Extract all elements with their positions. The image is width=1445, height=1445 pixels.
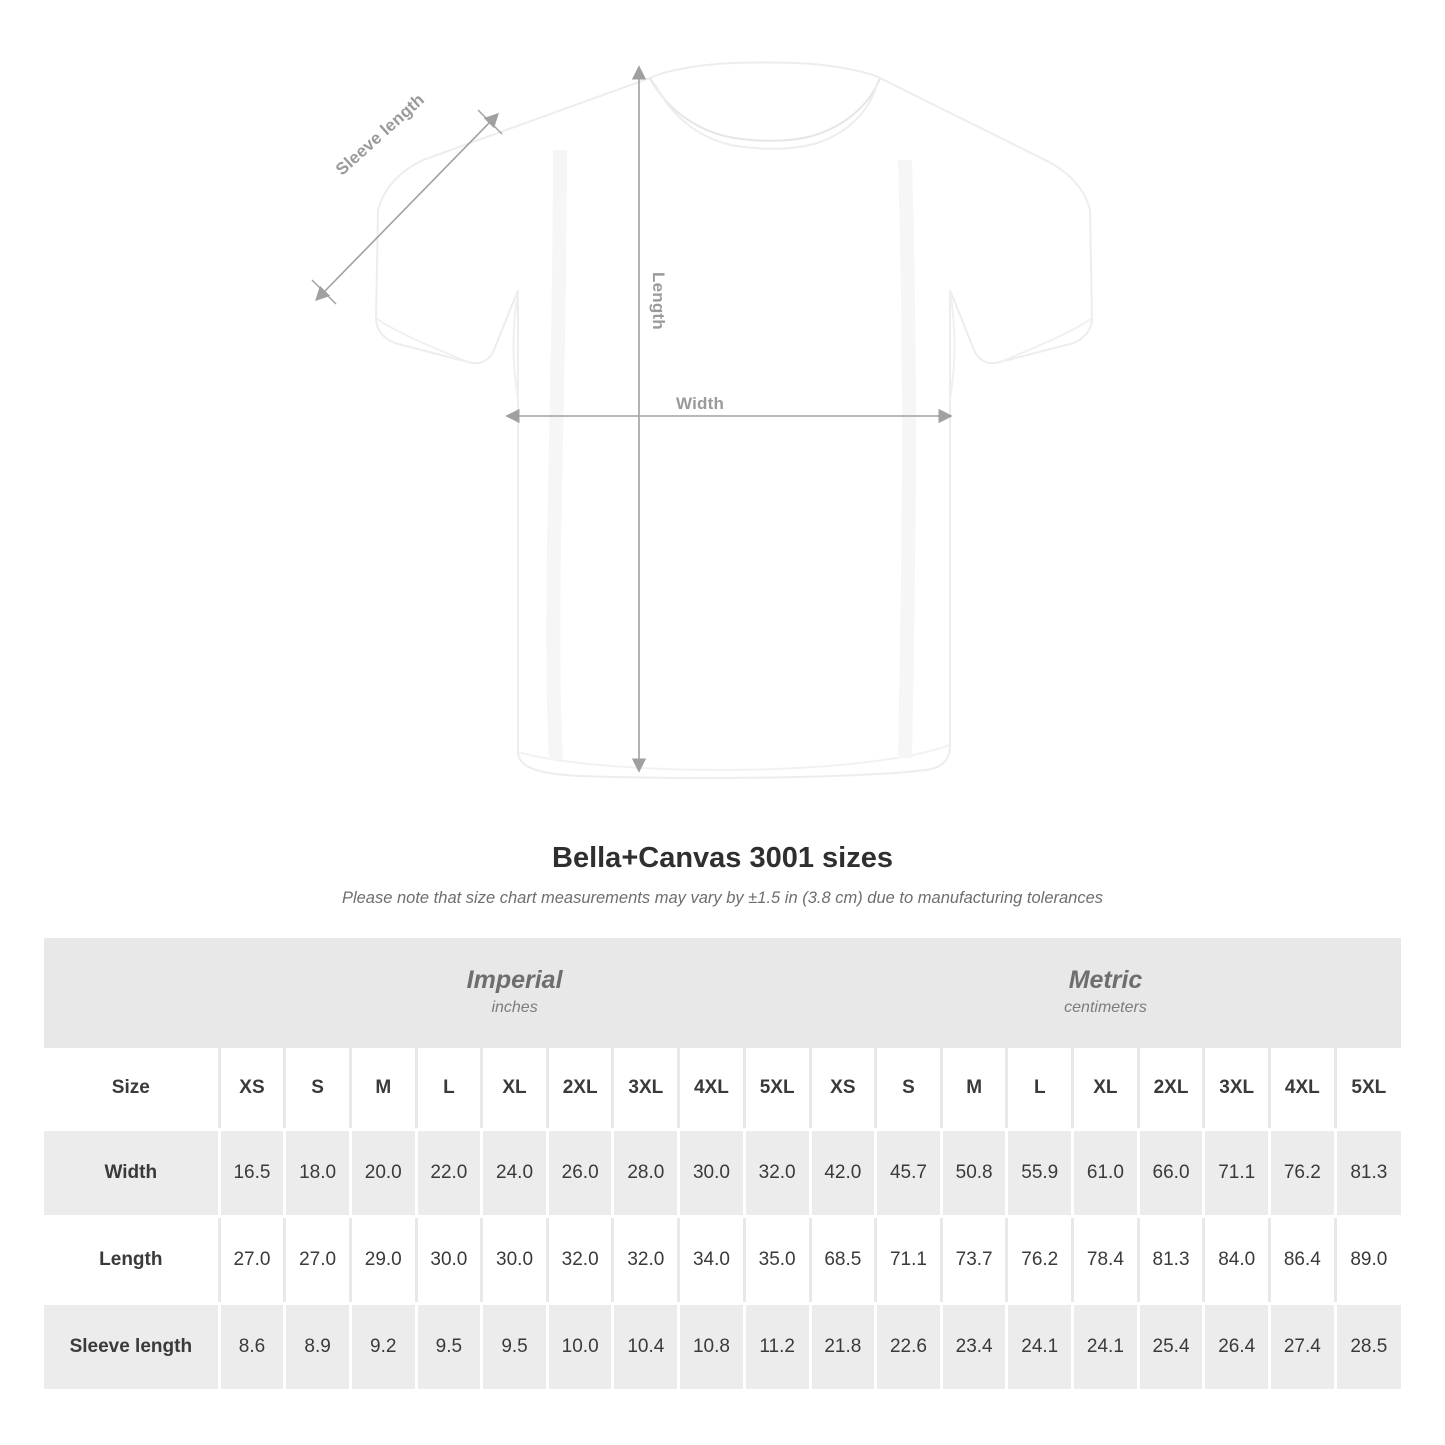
tolerance-note: Please note that size chart measurements may vary by ±1.5 in (3.8 cm) due to manufacturing tolerances — [341, 889, 1104, 907]
measurement-cell: 24.1 — [1007, 1305, 1073, 1389]
measurement-cell: 27.0 — [285, 1218, 351, 1302]
measurement-row-label: Sleeve length — [44, 1305, 219, 1389]
size-column-header: 3XL — [613, 1048, 679, 1128]
unit-group-header-metric — [810, 938, 1401, 1048]
page-title: Bella+Canvas 3001 sizes — [552, 842, 893, 874]
measurement-cell: 35.0 — [744, 1218, 810, 1302]
size-column-header: L — [1007, 1048, 1073, 1128]
size-column-header: 4XL — [679, 1048, 745, 1128]
measurement-cell: 25.4 — [1138, 1305, 1204, 1389]
table-corner-cell — [44, 938, 219, 1048]
measurement-cell: 16.5 — [219, 1131, 285, 1215]
measurement-cell: 32.0 — [547, 1218, 613, 1302]
measurement-cell: 81.3 — [1138, 1218, 1204, 1302]
measurement-cell: 76.2 — [1270, 1131, 1336, 1215]
measurement-cell: 26.0 — [547, 1131, 613, 1215]
tshirt-shape — [376, 63, 1092, 779]
size-header-row — [44, 1048, 1401, 1128]
measurement-cell: 32.0 — [613, 1218, 679, 1302]
size-column-header: XL — [1073, 1048, 1139, 1128]
size-column-header: M — [350, 1048, 416, 1128]
measurement-row-label: Length — [44, 1218, 219, 1302]
size-column-header: L — [416, 1048, 482, 1128]
measurement-cell: 29.0 — [350, 1218, 416, 1302]
unit-group-name: Metric — [1068, 965, 1143, 994]
measurement-cell: 30.0 — [679, 1131, 745, 1215]
measurement-cell: 9.2 — [350, 1305, 416, 1389]
measurement-cell: 28.5 — [1335, 1305, 1401, 1389]
measurement-cell: 76.2 — [1007, 1218, 1073, 1302]
size-chart-table-wrapper — [44, 938, 1401, 1389]
measurement-cell: 30.0 — [416, 1218, 482, 1302]
measurement-cell: 24.0 — [482, 1131, 548, 1215]
measurement-cell: 23.4 — [941, 1305, 1007, 1389]
measurement-cell: 71.1 — [1204, 1131, 1270, 1215]
sleeve-length-label: Sleeve length — [332, 89, 429, 180]
unit-header-row — [44, 938, 1401, 1048]
measurement-cell: 22.0 — [416, 1131, 482, 1215]
measurement-cell: 68.5 — [810, 1218, 876, 1302]
measurement-cell: 66.0 — [1138, 1131, 1204, 1215]
size-column-header: 2XL — [1138, 1048, 1204, 1128]
measurement-cell: 8.9 — [285, 1305, 351, 1389]
measurement-cell: 27.4 — [1270, 1305, 1336, 1389]
measurement-cell: 10.8 — [679, 1305, 745, 1389]
measurement-cell: 18.0 — [285, 1131, 351, 1215]
measurement-cell: 71.1 — [876, 1218, 942, 1302]
measurement-row-label: Width — [44, 1131, 219, 1215]
measurement-cell: 8.6 — [219, 1305, 285, 1389]
table-row — [44, 1218, 1401, 1302]
unit-group-subtitle: centimeters — [1064, 998, 1147, 1016]
measurement-cell: 27.0 — [219, 1218, 285, 1302]
measurement-cell: 10.0 — [547, 1305, 613, 1389]
measurement-cell: 42.0 — [810, 1131, 876, 1215]
table-row — [44, 1305, 1401, 1389]
size-column-header: XS — [219, 1048, 285, 1128]
measurement-cell: 84.0 — [1204, 1218, 1270, 1302]
size-column-header: S — [876, 1048, 942, 1128]
measurement-cell: 24.1 — [1073, 1305, 1139, 1389]
size-column-header: XS — [810, 1048, 876, 1128]
measurement-cell: 9.5 — [482, 1305, 548, 1389]
measurement-cell: 78.4 — [1073, 1218, 1139, 1302]
size-column-header: 5XL — [1335, 1048, 1401, 1128]
measurement-cell: 55.9 — [1007, 1131, 1073, 1215]
table-row — [44, 1131, 1401, 1215]
measurement-cell: 26.4 — [1204, 1305, 1270, 1389]
measurement-cell: 28.0 — [613, 1131, 679, 1215]
measurement-cell: 45.7 — [876, 1131, 942, 1215]
measurement-cell: 22.6 — [876, 1305, 942, 1389]
measurement-cell: 9.5 — [416, 1305, 482, 1389]
measurement-cell: 86.4 — [1270, 1218, 1336, 1302]
size-column-header: XL — [482, 1048, 548, 1128]
measurement-cell: 21.8 — [810, 1305, 876, 1389]
size-column-header: S — [285, 1048, 351, 1128]
size-chart-table — [44, 938, 1401, 1389]
measurement-cell: 30.0 — [482, 1218, 548, 1302]
measurement-cell: 61.0 — [1073, 1131, 1139, 1215]
size-column-header: 2XL — [547, 1048, 613, 1128]
size-column-header: 4XL — [1270, 1048, 1336, 1128]
measurement-cell: 20.0 — [350, 1131, 416, 1215]
measurement-cell: 50.8 — [941, 1131, 1007, 1215]
size-column-header: M — [941, 1048, 1007, 1128]
unit-group-subtitle: inches — [491, 998, 538, 1016]
unit-group-name: Imperial — [466, 965, 563, 994]
measurement-cell: 73.7 — [941, 1218, 1007, 1302]
size-column-header: 3XL — [1204, 1048, 1270, 1128]
measurement-cell: 89.0 — [1335, 1218, 1401, 1302]
measurement-cell: 32.0 — [744, 1131, 810, 1215]
length-label: Length — [649, 272, 668, 330]
measurement-cell: 34.0 — [679, 1218, 745, 1302]
size-header-label: Size — [44, 1048, 219, 1128]
size-column-header: 5XL — [744, 1048, 810, 1128]
unit-group-header-imperial — [219, 938, 810, 1048]
title-block — [0, 842, 1445, 908]
measurement-cell: 81.3 — [1335, 1131, 1401, 1215]
measurement-cell: 10.4 — [613, 1305, 679, 1389]
measurement-cell: 11.2 — [744, 1305, 810, 1389]
width-label: Width — [676, 394, 725, 413]
